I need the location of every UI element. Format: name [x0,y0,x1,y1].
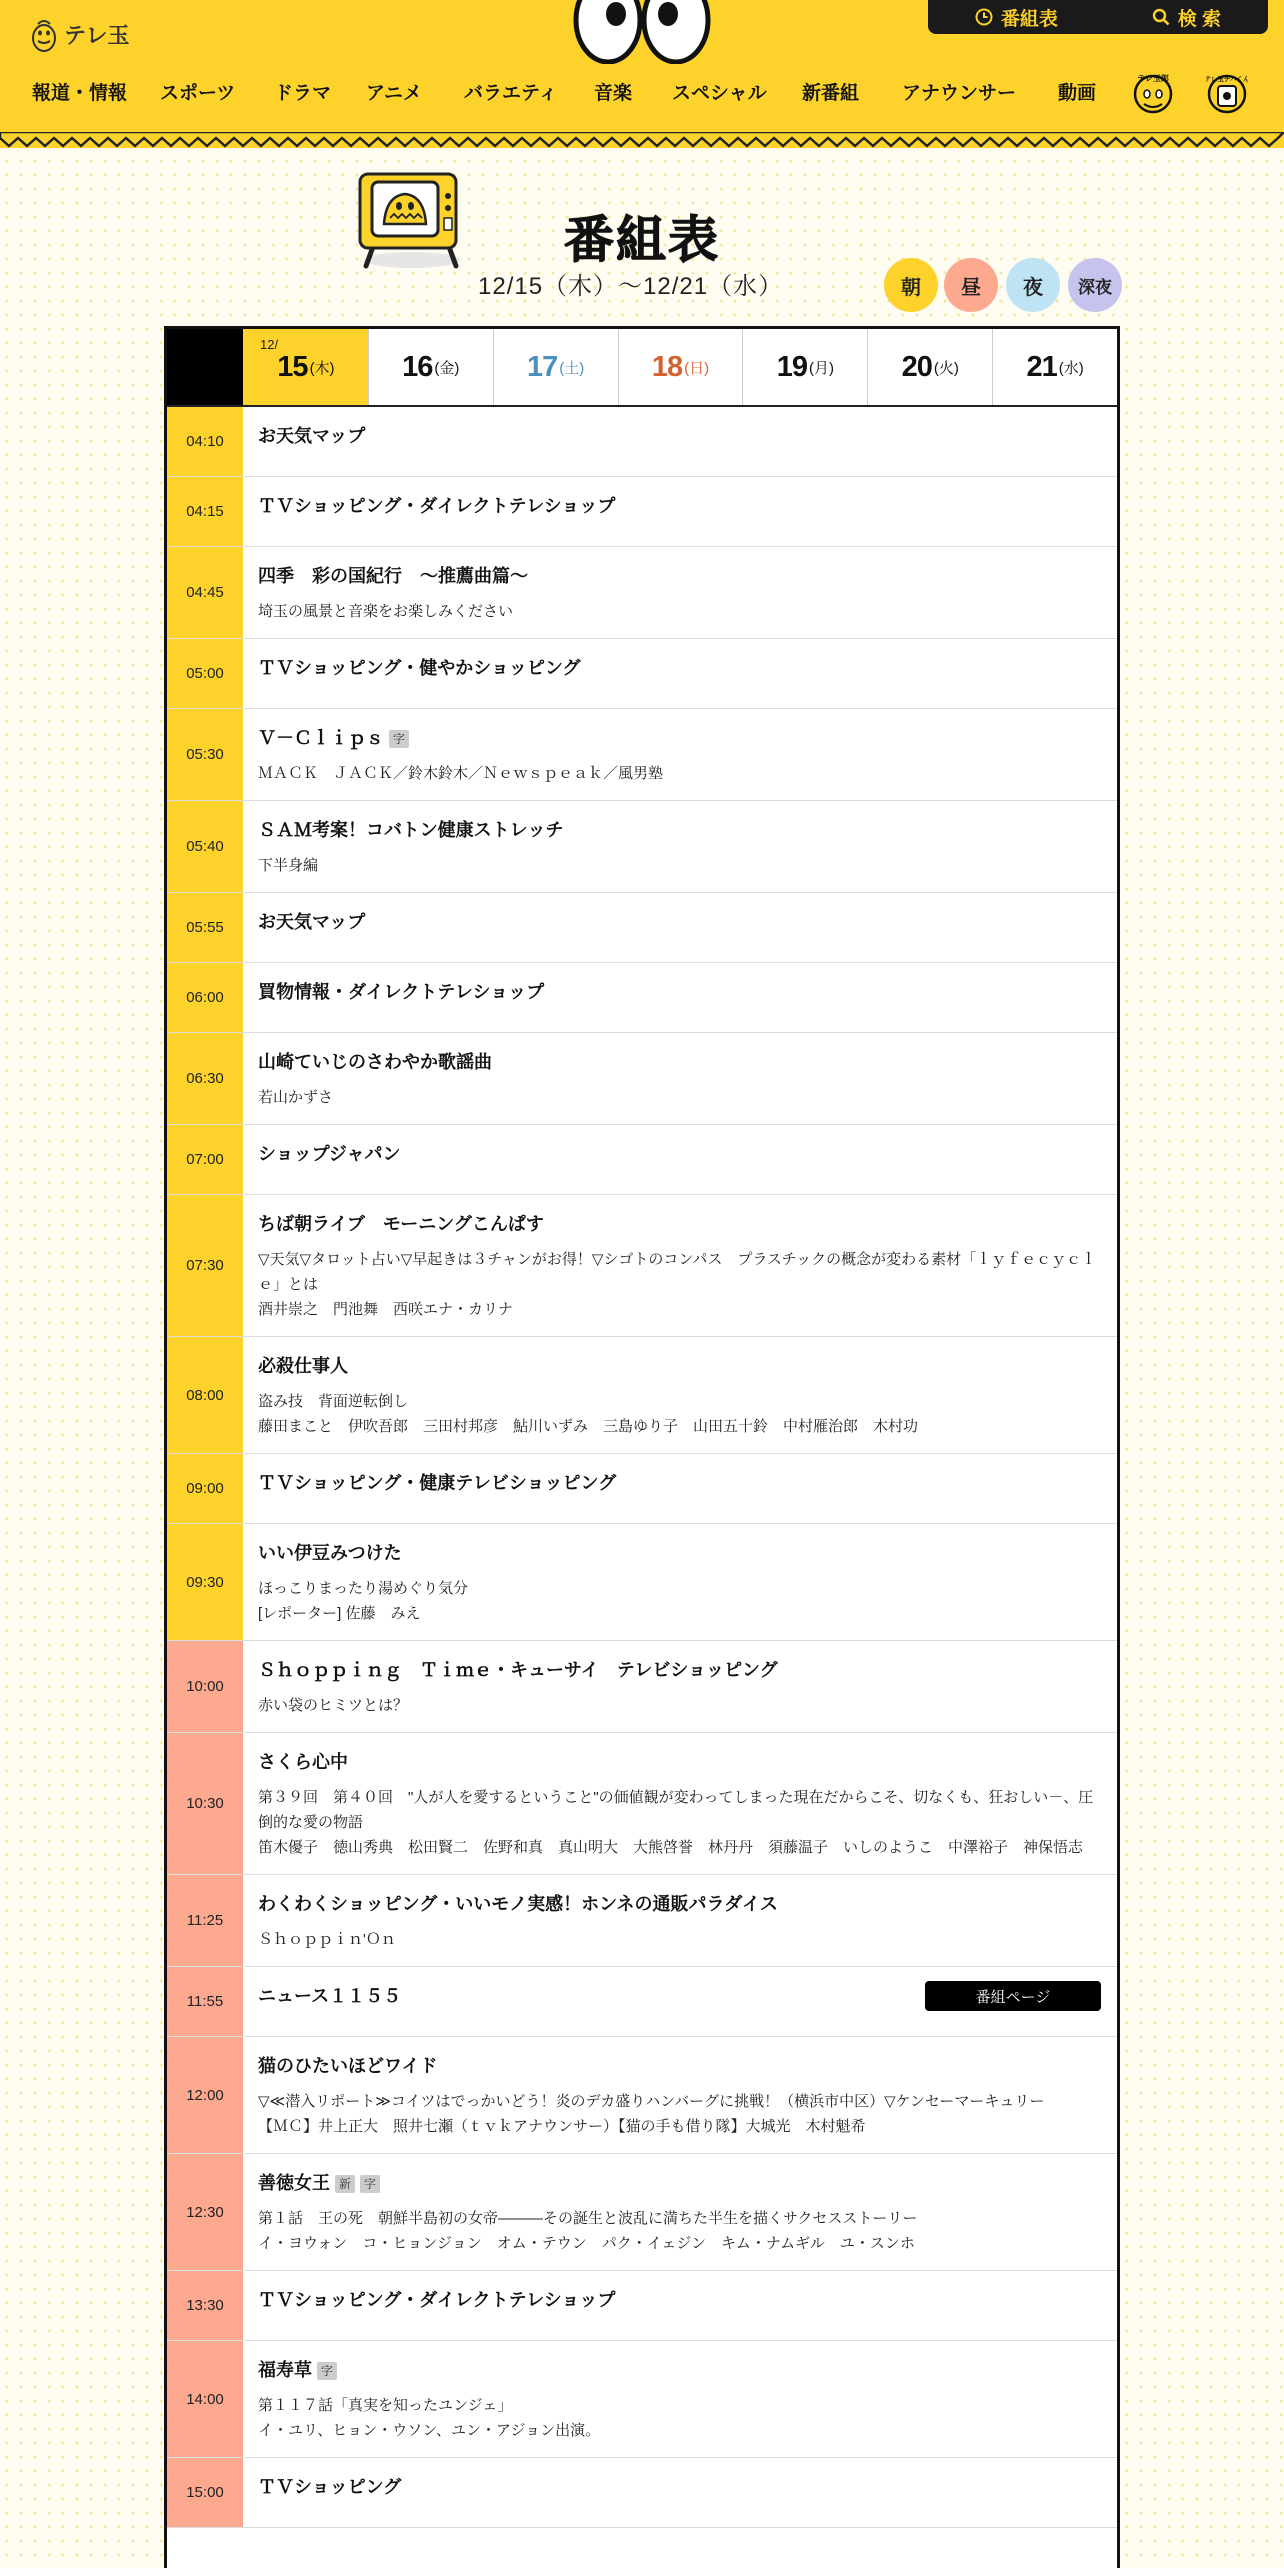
program-time: 05:40 [167,801,243,892]
program-row[interactable] [167,709,1117,801]
time-of-day-latenight-button[interactable] [1068,258,1122,312]
program-time: 15:00 [167,2458,243,2527]
nav-item-special[interactable]: スペシャル [672,83,767,104]
tab-day-of-week: (土) [559,359,585,377]
program-info [243,1641,1117,1732]
tab-day-number: 20 [901,350,932,383]
program-title-line [258,2475,1103,2500]
program-title[interactable]: ＴＶショッピング・健やかショッピング [258,658,581,678]
teletamaro-link-text: テレ玉郎 [1137,74,1169,83]
program-row[interactable] [167,1524,1117,1641]
logo-text: テレ玉 [64,22,130,48]
program-row[interactable] [167,1337,1117,1454]
program-info [243,2341,1117,2457]
program-row[interactable] [167,2458,1117,2528]
program-description: 第１１７話「真実を知ったユンジェ」 [258,2397,513,2414]
program-title[interactable]: 必殺仕事人 [258,1356,348,1376]
program-page-button[interactable]: 番組ページ [925,1981,1101,2011]
program-title-line [258,726,1103,751]
program-info [243,2037,1117,2153]
nav-item-anime[interactable]: アニメ [366,83,423,104]
program-description: 第３９回 第４０回 "人が人を愛するということ"の価値観が変わってしまった現在だからこそ、切なくも、狂おしい－、圧倒的な愛の物語 [258,1789,1094,1831]
program-info [243,2154,1117,2270]
program-time: 10:30 [167,1733,243,1874]
program-row[interactable] [167,407,1117,477]
program-time: 13:30 [167,2271,243,2340]
program-schedule [164,326,1120,2568]
tab-day-number: 16 [402,350,433,383]
program-info [243,2458,1117,2527]
program-description: ▽天気▽タロット占い▽早起きは３チャンがお得！▽シゴトのコンパス プラスチックの概念が変わる素材「ｌｙｆｅｃｙｃｌｅ」とは [258,1251,1097,1293]
program-title[interactable]: ＴＶショッピング・ダイレクトテレショップ [258,2290,616,2310]
program-time: 10:00 [167,1641,243,1732]
program-description: ほっこりまったり湯めぐり気分 [258,1580,469,1597]
day-tab-17[interactable] [493,329,618,405]
program-time: 07:30 [167,1195,243,1336]
program-title[interactable]: お天気マップ [258,426,366,446]
program-info [243,1125,1117,1194]
program-row[interactable] [167,801,1117,893]
program-description: 若山かずさ [258,1089,334,1106]
program-row[interactable] [167,1454,1117,1524]
teletama-chiba-link[interactable] [1206,64,1248,116]
day-tab-15[interactable] [243,329,368,405]
nav-item-news[interactable]: 報道・情報 [32,83,128,104]
program-title[interactable]: Ｖ－Ｃｌｉｐｓ [258,728,384,748]
program-cast: 酒井崇之 門池舞 西咲エナ・カリナ [258,1301,513,1318]
program-info [243,1875,1117,1966]
program-description: ＭＡＣＫ ＪＡＣＫ／鈴木鈴木／Ｎｅｗｓｐｅａｋ／風男塾 [258,765,664,782]
time-of-day-morning-label: 朝 [901,276,921,299]
program-title[interactable]: 山崎ていじのさわやか歌謡曲 [258,1052,492,1072]
program-time: 09:00 [167,1454,243,1523]
program-info [243,1033,1117,1124]
program-title-line [258,1142,1103,1167]
tab-corner [167,329,243,405]
program-title-line [258,1050,1103,1075]
header-zigzag-edge [0,132,1284,150]
time-of-day-evening-label: 夜 [1023,276,1043,299]
program-row[interactable] [167,1033,1117,1125]
program-title[interactable]: ショップジャパン [258,1144,401,1164]
program-title[interactable]: ＴＶショッピング・ダイレクトテレショップ [258,496,616,516]
program-title[interactable]: ニュース１１５５ [258,1986,402,2006]
program-title[interactable]: さくら心中 [258,1752,348,1772]
time-of-day-daytime-button[interactable] [944,258,998,312]
teletama-mascot-icon [30,14,58,54]
program-info [243,801,1117,892]
program-description: 埼玉の風景と音楽をお楽しみください [258,603,514,620]
time-of-day-latenight-label: 深夜 [1078,277,1112,297]
program-row[interactable] [167,547,1117,639]
program-title[interactable]: ＴＶショッピング [258,2477,402,2497]
site-header [0,0,1284,148]
tab-day-number: 15 [277,350,308,383]
program-time: 14:00 [167,2341,243,2457]
program-info [243,709,1117,800]
program-info [243,893,1117,962]
program-list [167,407,1117,2528]
program-info [243,547,1117,638]
program-row[interactable] [167,1733,1117,1875]
program-row[interactable] [167,1967,1117,2037]
program-time: 09:30 [167,1524,243,1640]
program-title-line [258,818,1103,843]
program-info [243,1195,1117,1336]
program-row[interactable] [167,963,1117,1033]
program-time: 04:45 [167,547,243,638]
nav-item-announcer[interactable]: アナウンサー [902,83,1017,104]
tab-day-of-week: (火) [933,359,959,377]
program-title-line [258,1212,1103,1237]
program-cast: イ・ユリ、ヒョン・ウソン、ユン・アジョン出演。 [258,2422,601,2439]
program-title-line [258,564,1103,589]
program-title-line [258,910,1103,935]
program-time: 11:55 [167,1967,243,2036]
program-info [243,1524,1117,1640]
teletamaro-link[interactable] [1132,64,1174,116]
program-title-line [258,2171,1103,2196]
tab-day-number: 19 [776,350,807,383]
program-time: 06:00 [167,963,243,1032]
program-title-line [258,494,1103,519]
caption-badge: 字 [360,2175,380,2193]
program-info [243,1967,1117,2036]
program-cast: イ・ヨウォン コ・ヒョンジョン オム・テウン パク・イェジン キム・ナムギル ユ・スンホ [258,2235,915,2252]
search-button[interactable] [1152,4,1221,31]
nav-item-sports[interactable]: スポーツ [160,83,236,104]
program-title[interactable]: わくわくショッピング・いいモノ実感！ホンネの通販パラダイス [258,1894,778,1914]
program-time: 12:30 [167,2154,243,2270]
program-row[interactable] [167,893,1117,963]
program-description: Ｓｈｏｐｐｉｎ'Ｏｎ [258,1931,396,1948]
day-tab-16[interactable] [368,329,493,405]
tab-day-of-week: (日) [684,359,710,377]
program-title-line [258,1892,1103,1917]
tab-day-of-week: (木) [309,359,335,377]
mascot-eyes-icon [566,0,718,64]
program-row[interactable] [167,1125,1117,1195]
program-title-line [258,2054,1103,2079]
program-title[interactable]: お天気マップ [258,912,366,932]
program-title[interactable]: 四季 彩の国紀行 ～推薦曲篇～ [258,566,528,586]
program-title-line [258,1658,1103,1683]
day-tab-18[interactable] [618,329,743,405]
day-tab-19[interactable] [742,329,867,405]
site-logo[interactable] [30,14,130,54]
program-title[interactable]: 善徳女王 [258,2173,330,2193]
program-row[interactable] [167,2154,1117,2271]
program-row[interactable] [167,1875,1117,1967]
main-nav [0,78,1284,108]
program-description: 赤い袋のヒミツとは？ [258,1697,409,1714]
program-time: 04:10 [167,407,243,476]
program-title[interactable]: いい伊豆みつけた [258,1543,402,1563]
program-row[interactable] [167,2037,1117,2154]
nav-item-variety[interactable]: バラエティ [464,83,558,104]
nav-item-new-programs[interactable]: 新番組 [802,83,860,104]
nav-item-video[interactable]: 動画 [1058,83,1097,104]
program-title[interactable]: 買物情報・ダイレクトテレショップ [258,982,545,1002]
clock-icon [975,8,993,26]
date-range: 12/15（木）〜12/21（水） [478,273,784,300]
page-title: 番組表 [564,212,720,268]
tab-day-number: 21 [1026,350,1057,383]
program-title[interactable]: Ｓｈｏｐｐｉｎｇ Ｔｉｍｅ・キューサイ テレビショッピング [258,1660,778,1680]
program-description: 下半身編 [258,857,319,874]
program-info [243,639,1117,708]
nav-item-music[interactable]: 音楽 [594,83,633,104]
time-of-day-morning-button[interactable] [884,258,938,312]
program-title[interactable]: 猫のひたいほどワイド [258,2056,438,2076]
tab-day-of-week: (金) [434,359,460,377]
program-title-line [258,1541,1103,1566]
program-cast: 【ＭＣ】井上正大 照井七瀬（ｔｖｋアナウンサー）【猫の手も借り隊】大城光 木村魁希 [258,2118,866,2135]
tab-month: 12/ [260,337,279,352]
program-info [243,407,1117,476]
program-time: 11:25 [167,1875,243,1966]
day-tab-21[interactable] [992,329,1117,405]
new-badge: 新 [335,2175,355,2193]
program-title[interactable]: 福寿草 [258,2360,312,2380]
program-cast: 藤田まこと 伊吹吾郎 三田村邦彦 鮎川いずみ 三島ゆり子 山田五十鈴 中村雁治郎 木村功 [258,1418,919,1435]
program-cast: 笛木優子 徳山秀典 松田賢二 佐野和真 真山明大 大熊啓誉 林丹丹 須藤温子 いしのようこ 中澤裕子 神保悟志 [258,1839,1084,1856]
program-row[interactable] [167,2271,1117,2341]
program-title-line [258,424,1103,449]
top-utility-bar [928,0,1268,34]
program-time: 05:30 [167,709,243,800]
program-title-line [258,2358,1103,2383]
program-time: 06:30 [167,1033,243,1124]
program-time: 05:55 [167,893,243,962]
program-title-line [258,2288,1103,2313]
search-icon [1152,8,1170,26]
program-time: 05:00 [167,639,243,708]
program-description: 第１話 王の死 朝鮮半島初の女帝―――その誕生と波乱に満ちた半生を描くサクセスストーリー [258,2210,918,2227]
teletama-chiba-character-icon [1206,64,1248,116]
program-title-line [258,980,1103,1005]
program-title[interactable]: ＴＶショッピング・健康テレビショッピング [258,1473,617,1493]
program-title-line [258,1354,1103,1379]
program-info [243,1454,1117,1523]
program-info [243,477,1117,546]
program-title[interactable]: ＳＡＭ考案！コバトン健康ストレッチ [258,820,564,840]
program-time: 07:00 [167,1125,243,1194]
program-title-line [258,656,1103,681]
program-row[interactable] [167,1195,1117,1337]
teletamaro-character-icon [1132,64,1174,116]
program-description: ▽≪潜入リポート≫コイツはでっかいどう！炎のデカ盛りハンバーグに挑戦！（横浜市中区）▽ケンセーマーキュリー [258,2093,1045,2110]
program-row[interactable] [167,2341,1117,2458]
program-row[interactable] [167,639,1117,709]
program-row[interactable] [167,1641,1117,1733]
program-info [243,1337,1117,1453]
program-title-line [258,1471,1103,1496]
program-guide-button[interactable] [975,4,1058,31]
program-info [243,2271,1117,2340]
program-info [243,1733,1117,1874]
program-description: 盗み技 背面逆転倒し [258,1393,409,1410]
time-of-day-daytime-label: 昼 [961,276,981,299]
program-time: 08:00 [167,1337,243,1453]
tab-day-number: 18 [651,350,683,383]
program-time: 04:15 [167,477,243,546]
program-info [243,963,1117,1032]
program-title-line [258,1750,1103,1775]
tab-day-of-week: (月) [809,359,834,377]
nav-item-drama[interactable]: ドラマ [274,83,332,104]
tab-day-number: 17 [527,350,558,383]
caption-badge: 字 [389,730,409,748]
program-cast: [レポーター] 佐藤 みえ [258,1605,421,1622]
tab-day-of-week: (水) [1058,359,1084,377]
program-row[interactable] [167,477,1117,547]
teletama-chiba-link-text: テレ玉チバくん [1206,75,1248,83]
program-title[interactable]: ちば朝ライブ モーニングこんぱす [258,1214,544,1234]
time-of-day-evening-button[interactable] [1006,258,1060,312]
caption-badge: 字 [317,2362,337,2380]
search-label: 検 索 [1177,8,1222,30]
day-tabs [167,329,1117,407]
day-tab-20[interactable] [867,329,992,405]
program-guide-label: 番組表 [1000,8,1058,30]
program-time: 12:00 [167,2037,243,2153]
